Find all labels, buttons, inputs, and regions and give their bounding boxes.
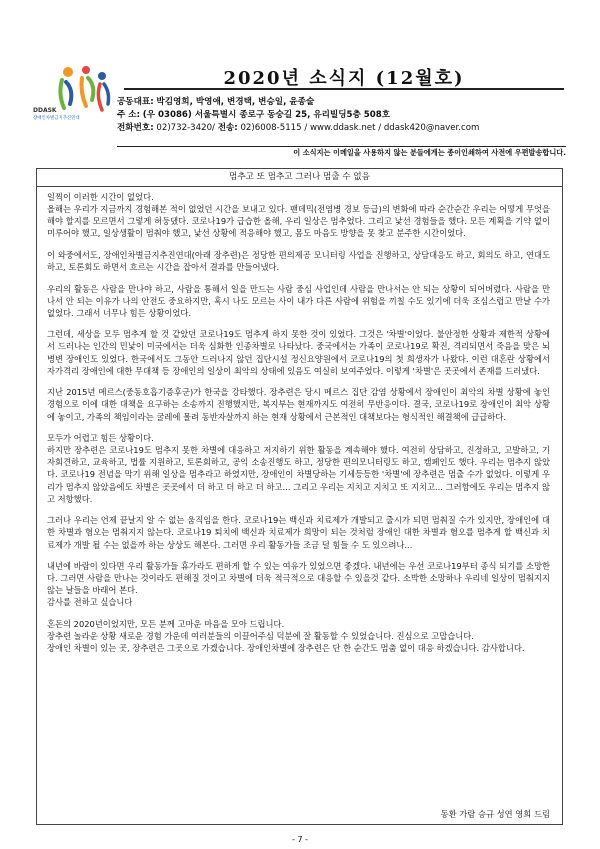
contact-line [117,122,479,135]
article-box [36,168,563,825]
article-paragraph: 내년에 바람이 있다면 우리 활동가들 휴가라도 편하게 할 수 있는 여유가 있었으면 좋겠다. 내년에는 우선 코로나19부터 종식 되기를 소망한다. 그러면 사람을 만나는 것이라도 편해질 것이고 차별에 더욱 적극적으로 대응할 수 있을것 같다. 소박한 소망하나 우리네 일상이 멈춰지지 않는 날들을 바래어 본다. 감사를 전하고 싶습니다 [47,560,550,608]
address-value: (우 03086) 서울특별시 종로구 동숭길 25, 유리빌딩5층 508호 [142,110,391,121]
fax-label: 전송: [217,123,238,134]
page-number: - 7 - [292,835,308,844]
phone-value: 02)732-3420/ [156,123,215,134]
article-paragraph: 그러나 우리는 언제 끝날지 알 수 없는 움직임을 한다. 코로나19는 백신과 치료제가 개발되고 출시가 되면 멈춰질 수가 있지만, 장애인에 대한 차별과 혐오는 멈춰지지 않는다. 코로나19 퇴치에 백신과 치료제가 희망이 되는 것처럼 장애인 대한 차별과 혐오를 멈추게 할 백신과 치료제가 개발 될 수는 없을까 하는 상상도 해본다. 그러면 우리 활동가들 조금 덜 힘들 수 도 있으려나... [47,515,550,550]
address-line [117,109,479,122]
article-paragraph: 모두가 어렵고 힘든 상황이다. 하지만 장추련은 코로나19도 멈추지 못한 차별에 대응하고 저지하기 위한 활동을 계속해야 했다. 여전히 상담하고, 진정하고, 고발하고, 기자회견하고, 교육하고, 법률 지원하고, 토론회하고, 공익 소송진행도 하고, 정당한 편의모니터링도 하고, 캠페인도 했다. 우리는 멈추지 않았다. 코로나19 전념을 막기 위해 일상을 멈추라고 하였지만, 장애인이 차별당하는 기세등등한 '차별'에 장추련은 멈출 수가 없었다. 이렇게 우리가 멈추지 않았음에도 차별은 곳곳에서 더 하고 더 하고 더 하고... 그리고 우리는 지치고 지치고 또 지치고... 그러함에도 우리는 멈추지 않고 저항했다. [47,432,550,504]
mailing-notice: 이 소식지는 이메일을 사용하지 않는 분들에게는 종이인쇄하여 사전에 우편발송합니다. [117,146,566,158]
newsletter-title: 2020년 소식지 (12월호) [223,68,465,89]
phone-label: 전화번호: [117,123,154,134]
article-paragraph: 이 와중에서도, 장애인차별금지추진연대(아래 장추련)은 정당한 편의제공 모니터링 사업을 진행하고, 상담대응도 하고, 회의도 하고, 연대도 하고, 토론회도 하면서 흐르는 시간을 잡아서 결과를 만들어냈다. [47,249,550,273]
organization-logo-icon [52,64,114,116]
address-label: 주 소: [117,110,141,121]
article-paragraph: 그런데, 세상을 모두 멈추게 할 것 같았던 코로나19도 멈추게 하지 못한 것이 있었다. 그것은 '차별'이었다. 불안정한 상황과 제한적 상황에서 드러나는 인간의 민낯이 미국에서는 더욱 심화한 인종차별로 나타났다. 중국에서는 가족이 코로나19로 확진, 격리되면서 죽음을 맞은 뇌병변 장애인도 있었다. 한국에서도 그동안 드러나지 않던 집단시설 정신요양원에서 코로나19의 첫 희생자가 나왔다. 이런 대혼란 상황에서 자가격리 장애인에 대한 무대책 등 장애인의 일상이 최악의 상태에 있음도 여실히 보여주었다. 이렇게 '차별'은 곳곳에서 존재를 드러냈다. [47,329,550,376]
representatives-line [117,96,479,109]
web-email: / www.ddask.net / ddask420@naver.com [304,123,480,134]
representatives-value: 박김영희, 박영애, 변경택, 변승일, 윤종술 [156,97,315,107]
article-paragraph: 혼돈의 2020년이었지만, 모든 분께 고마운 마음을 모아 드립니다. 장추련 놀라운 상황 새로운 경험 가운데 여러분들의 이끌어주심 덕분에 잘 활동할 수 있었습니다. 진심으로 고맙습니다. 장애인 차별이 있는 곳, 장추련은 그곳으로 가겠습니다. 장애인차별에 장추련은 단 한 순간도 멈춤 없이 대응 하겠습니다. 감사합니다. [47,618,525,654]
newsletter-title-bar [124,62,564,90]
fax-value: 02)6008-5115 [240,123,302,134]
logo-text: DDASK [33,107,57,114]
organization-info [117,96,479,136]
organization-name: 장애인차별금지추진연대 [33,116,80,121]
article-heading: 멈추고 또 멈추고 그러나 멈출 수 없음 [37,169,562,187]
representatives-label: 공동대표: [117,97,154,107]
article-body [47,191,550,664]
article-paragraph: 일찍이 이러한 시간이 없었다. 올해는 우리가 지금까지 경험해본 적이 없었던 시간을 보내고 있다. 팬데믹(전염병 경보 등급)의 변화에 따라 순간순간 우리는 어떻게 무엇을 해야 할지를 모르면서 그렇게 허둥댔다. 코로나19가 급습한 올해, 우리 일상은 멈추었다. 그리고 낯선 경험들을 했다. 모든 계획을 기약 없이 미루어야 했고, 일상생활이 멈춰야 했고, 낯선 상황에 적응해야 했고, 몸도 마음도 방향을 못 찾고 분주한 시간이었다. [47,192,550,239]
article-signature: 동환 가람 승규 성연 영희 드림 [440,809,550,819]
article-paragraph: 지난 2015년 메르스(중동호흡기증후군)가 한국을 강타했다. 장추련은 당시 메르스 집단 감염 상황에서 장애인이 최악의 차별 상황에 놓인 경험으로 이에 대한 대책을 요구하는 소송까지 진행했지만, 복지부는 현재까지도 여전히 무반응이다. 결국, 코로나19로 장애인이 최악 상황에 놓이고, 가족의 책임이라는 굴레에 몰려 동반자살까지 하는 현재 상황에서 근본적인 대책보다는 형식적인 해결책에 급급하다. [47,387,550,422]
article-paragraph: 우리의 활동은 사람을 만나야 하고, 사람을 통해서 일을 만드는 사람 중심 사업인데 사람을 만나서는 안 되는 상황이 되어버렸다. 사람을 만나서 안 되는 이유가 나의 안전도 중요하지만, 혹시 나도 모르는 사이 내가 다른 사람에 위험을 끼칠 수도 있기에 더욱 조심스럽고 만날 수가 없었다. 그래서 너무나 힘든 상황이었다. [47,283,550,318]
